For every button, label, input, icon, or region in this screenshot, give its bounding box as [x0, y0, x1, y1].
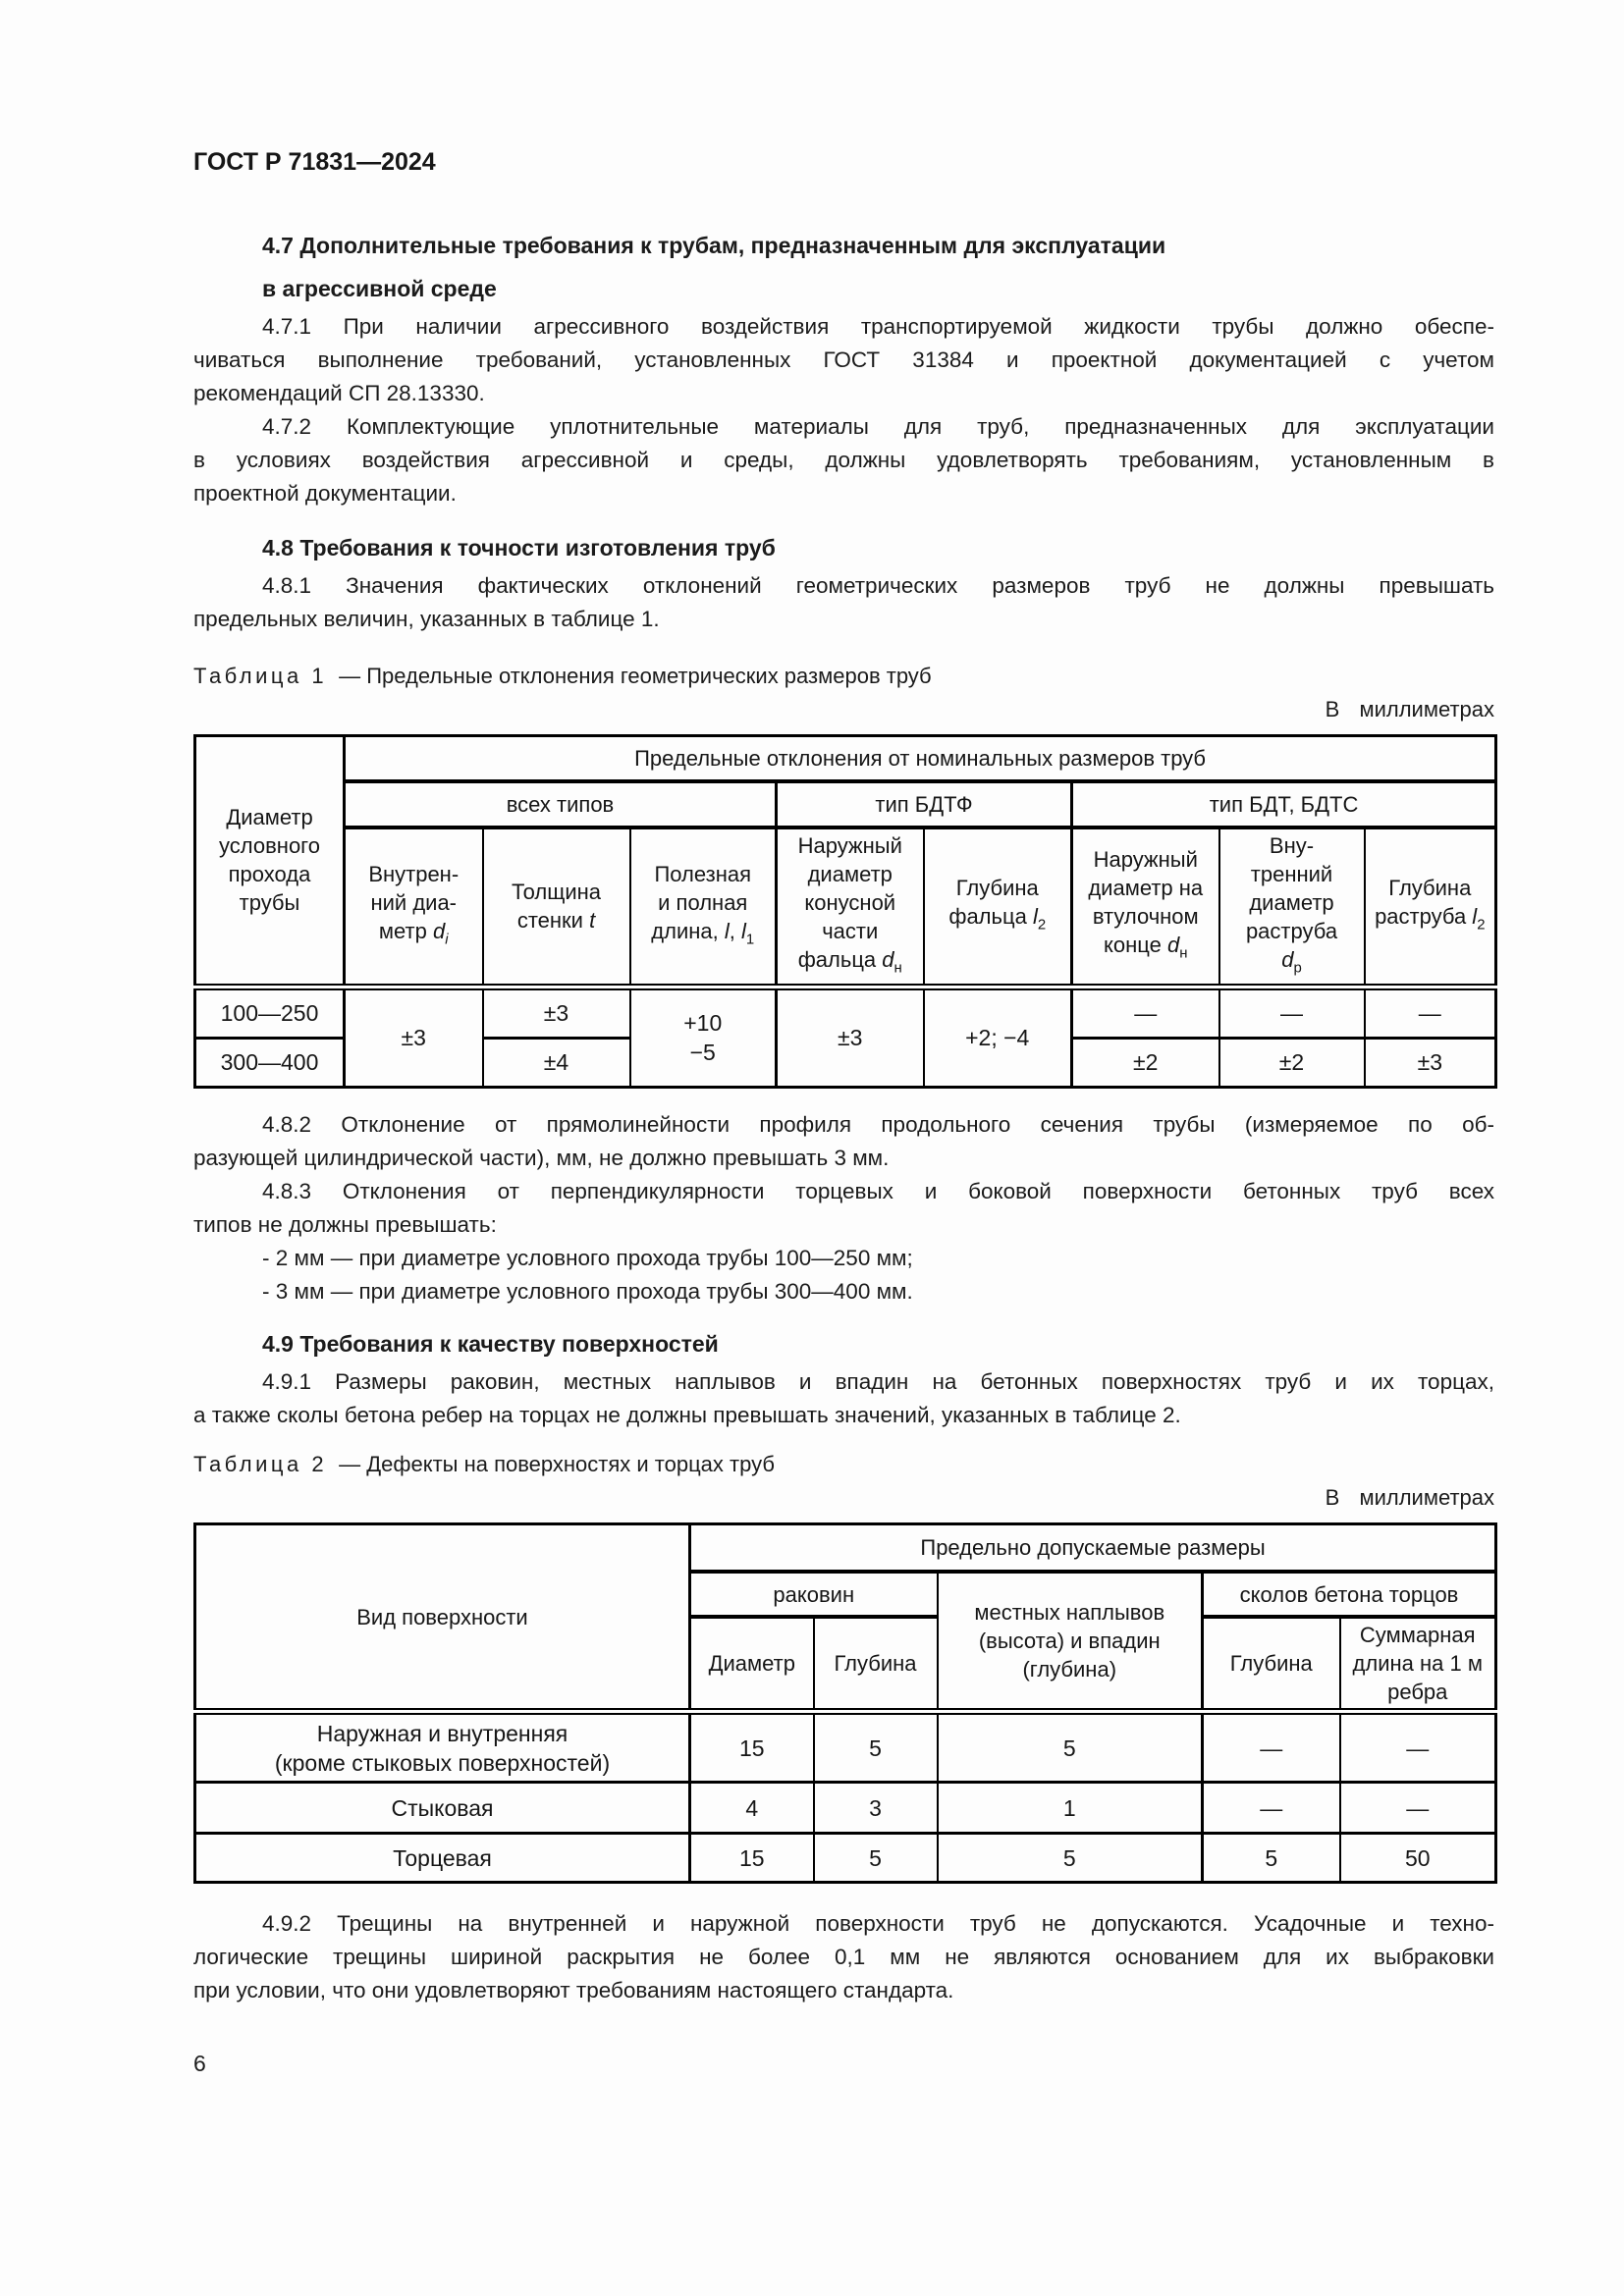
t1-cell-socket-depth-2: ±3	[1365, 1038, 1496, 1087]
running-header: ГОСТ Р 71831—2024	[193, 148, 436, 176]
t1-cell-falz-depth: +2; −4	[924, 987, 1072, 1087]
t1-header-falz-depth: Глубина фальца $l_2$	[924, 828, 1072, 988]
text-line: разующей цилиндрической части), мм, не должно превышать 3 мм.	[193, 1145, 890, 1170]
table2-units-note: В миллиметрах	[1325, 1484, 1494, 1510]
text-line: рекомендаций СП 28.13330.	[193, 381, 485, 405]
t1-cell-sleeve-2: ±2	[1072, 1038, 1219, 1087]
table1-caption-label: Таблица 1	[193, 664, 328, 688]
table2-caption-text: — Дефекты на поверхностях и торцах труб	[339, 1451, 775, 1476]
t2-header-bulges: местных наплывов (высота) и впадин (глубина)	[938, 1572, 1203, 1712]
t1-cell-inner-diameter: ±3	[345, 987, 483, 1087]
text-line: в условиях воздействия агрессивной и среды, должны удовлетворять требованиям, установленным в	[193, 448, 1494, 472]
t1-header-group-bdtf: тип БДТФ	[777, 781, 1072, 828]
t1-header-socket-inner-diameter: Вну- тренний диаметр раструба $d_р$	[1219, 828, 1365, 988]
t2-cell-surface-3: Торцевая	[393, 1844, 492, 1871]
t2-cell-chip-3: 5	[1203, 1834, 1340, 1883]
list-4-8-3	[193, 1242, 1494, 1308]
t2-header-shell-diameter: Диаметр	[690, 1617, 814, 1712]
t1-cell-socket-depth-1: —	[1365, 987, 1496, 1038]
table1-caption	[193, 660, 1494, 693]
text-line: 4.9.2 Трещины на внутренней и наружной поверхности труб не допускаются. Усадочные и техно-	[262, 1911, 1494, 1937]
t2-cell-surface-2: Стыковая	[195, 1783, 690, 1834]
table2-caption-label: Таблица 2	[193, 1451, 328, 1476]
paragraph-4-8-3	[193, 1175, 1494, 1242]
text-line: чиваться выполнение требований, установленных ГОСТ 31384 и проектной документацией с учетом	[193, 347, 1494, 372]
page-number: 6	[193, 2051, 206, 2077]
t1-header-diameter: Диаметр условного прохода трубы	[195, 736, 345, 988]
t2-cell-sum-1: —	[1340, 1712, 1496, 1783]
t2-header-chip-total-length: Суммарная длина на 1 м ребра	[1340, 1617, 1496, 1712]
t1-header-group-bdt-bdts: тип БДТ, БДТС	[1072, 781, 1496, 828]
t2-cell-depth-1: 5	[814, 1712, 938, 1783]
t2-cell-bulge-3: 5	[938, 1834, 1203, 1883]
table2-caption	[193, 1448, 1494, 1481]
t1-cell-sleeve-1: —	[1072, 987, 1219, 1038]
t2-cell-bulge-1: 5	[938, 1712, 1203, 1783]
t2-header-chip-depth: Глубина	[1203, 1617, 1340, 1712]
t2-header-shell-depth: Глубина	[814, 1617, 938, 1712]
t1-header-cone-outer-diameter: Наружный диаметр конусной части фальца $d_н$	[777, 828, 924, 988]
text-line: 4.7.1 При наличии агрессивного воздействия транспортируемой жидкости трубы должно обеспе-	[262, 314, 1494, 339]
paragraph-4-7-2	[193, 410, 1494, 510]
text-line: при условии, что они удовлетворяют требованиям настоящего стандарта.	[193, 1978, 954, 2003]
t1-header-socket-depth: Глубина раструба $l_2$	[1365, 828, 1496, 988]
t1-header-length: Полезная и полная длина, l, $l_1$	[630, 828, 777, 988]
t1-cell-diameter-range-1: 100—250	[195, 987, 345, 1038]
t2-cell-sum-3: 50	[1340, 1834, 1496, 1883]
table-1	[193, 734, 1497, 1089]
paragraph-4-8-1	[193, 569, 1494, 636]
t1-cell-socket-2: ±2	[1219, 1038, 1365, 1087]
text-line: типов не должны превышать:	[193, 1211, 497, 1237]
table-2	[193, 1522, 1497, 1885]
t1-cell-socket-1: —	[1219, 987, 1365, 1038]
t2-cell-diam-2: 4	[690, 1783, 814, 1834]
text-line: 4.7.2 Комплектующие уплотнительные материалы для труб, предназначенных для эксплуатации	[262, 414, 1494, 439]
text-line: 4.8.1 Значения фактических отклонений геометрических размеров труб не должны превышать	[262, 573, 1494, 598]
list-item: - 3 мм — при диаметре условного прохода трубы 300—400 мм.	[262, 1278, 913, 1304]
t1-cell-cone: ±3	[777, 987, 924, 1087]
text-line: 4.8.3 Отклонения от перпендикулярности торцевых и боковой поверхности бетонных труб всех	[262, 1178, 1494, 1203]
section-4-7-title-line-1: 4.7 Дополнительные требования к трубам, предназначенным для эксплуатации	[262, 233, 1166, 258]
t2-cell-diam-3: 15	[690, 1834, 814, 1883]
table1-units-note: В миллиметрах	[1325, 697, 1494, 721]
content-column	[193, 147, 1494, 2080]
t1-header-group-all-types: всех типов	[345, 781, 777, 828]
paragraph-4-8-2	[193, 1108, 1494, 1175]
list-item: - 2 мм — при диаметре условного прохода трубы 100—250 мм;	[262, 1245, 913, 1270]
text-line: логические трещины шириной раскрытия не более 0,1 мм не являются основанием для их выбраковки	[193, 1945, 1494, 1970]
t2-cell-chip-2: —	[1203, 1783, 1340, 1834]
section-4-7-title-line-2: в агрессивной среде	[262, 276, 497, 301]
t1-cell-length: +10 −5	[630, 987, 777, 1087]
t1-cell-wall-1: ±3	[483, 987, 630, 1038]
t2-cell-depth-3: 5	[814, 1834, 938, 1883]
section-4-9-title: 4.9 Требования к качеству поверхностей	[262, 1330, 719, 1357]
t2-cell-depth-2: 3	[814, 1783, 938, 1834]
t1-header-inner-diameter: Внутрен- ний диа- метр $d_i$	[345, 828, 483, 988]
t1-header-sleeve-outer-diameter: Наружный диаметр на втулочном конце $d_н$	[1072, 828, 1219, 988]
t1-cell-diameter-range-2: 300—400	[220, 1049, 319, 1076]
t2-header-surface-type: Вид поверхности	[195, 1523, 690, 1712]
t2-cell-bulge-2: 1	[938, 1783, 1203, 1834]
paragraph-4-7-1	[193, 310, 1494, 410]
t1-header-group-deviations: Предельные отклонения от номинальных размеров труб	[345, 736, 1496, 781]
text-line: 4.9.1 Размеры раковин, местных наплывов и впадин на бетонных поверхностях труб и их торцах,	[262, 1368, 1494, 1394]
t2-header-group-shells: раковин	[690, 1572, 938, 1617]
t1-cell-wall-2: ±4	[483, 1038, 630, 1087]
text-line: 4.8.2 Отклонение от прямолинейности профиля продольного сечения трубы (измеряемое по об-	[262, 1111, 1494, 1137]
t2-cell-surface-1: Наружная и внутренняя (кроме стыковых поверхностей)	[195, 1712, 690, 1783]
t2-cell-sum-2: —	[1340, 1783, 1496, 1834]
text-line: предельных величин, указанных в таблице 1.	[193, 607, 660, 631]
t2-cell-chip-1: —	[1203, 1712, 1340, 1783]
t1-header-wall-thickness: Толщина стенки t	[483, 828, 630, 988]
table1-caption-text: — Предельные отклонения геометрических размеров труб	[339, 664, 932, 688]
paragraph-4-9-1	[193, 1365, 1494, 1432]
t2-header-group-max-sizes: Предельно допускаемые размеры	[690, 1523, 1496, 1572]
section-4-8-title: 4.8 Требования к точности изготовления труб	[262, 535, 776, 561]
text-line: а также сколы бетона ребер на торцах не должны превышать значений, указанных в таблице 2.	[193, 1402, 1181, 1427]
t2-header-group-chips: сколов бетона торцов	[1203, 1572, 1496, 1617]
t2-cell-diam-1: 15	[690, 1712, 814, 1783]
paragraph-4-9-2	[193, 1907, 1494, 2007]
text-line: проектной документации.	[193, 481, 457, 506]
section-4-7-title	[193, 224, 1494, 310]
